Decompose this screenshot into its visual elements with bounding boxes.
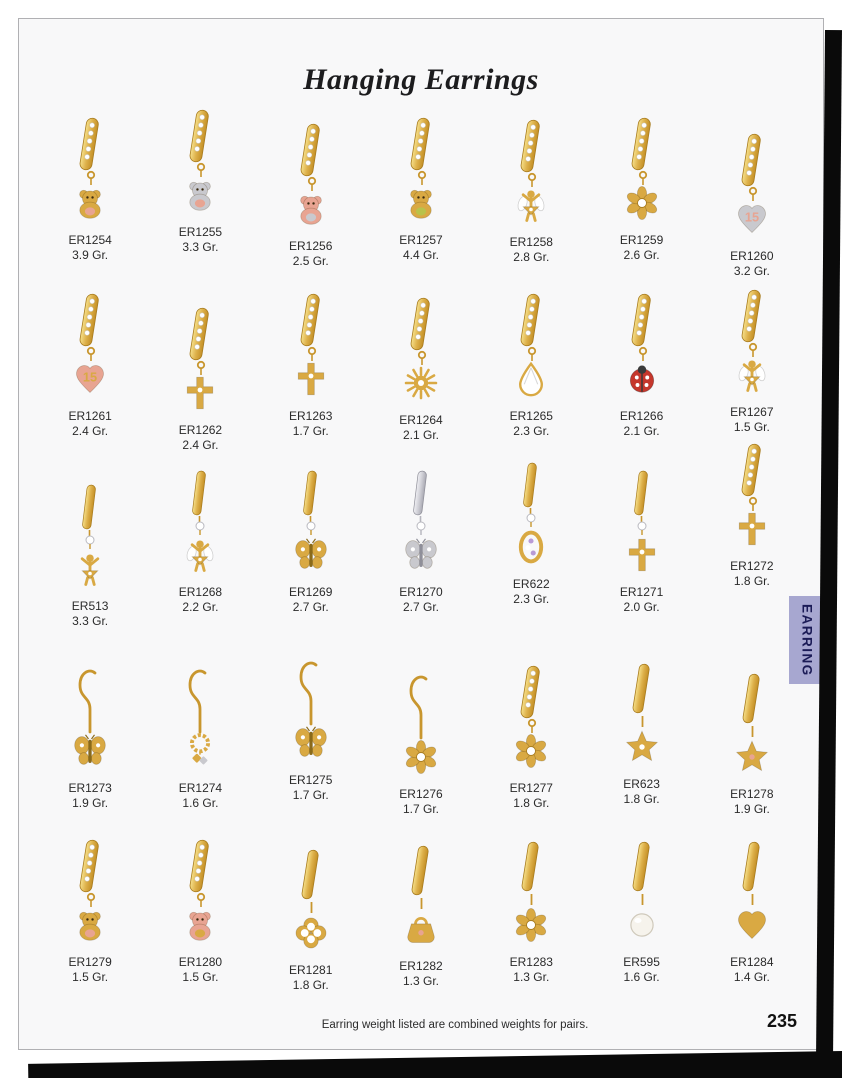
- catalog-item-ER1265: [476, 291, 586, 455]
- teardrop-earring-image: [498, 291, 564, 407]
- item-code: ER1271: [619, 585, 664, 599]
- catalog-row-4: [35, 663, 807, 827]
- item-weight: 1.8 Gr.: [292, 978, 329, 992]
- catalog-item-ER1276: [366, 669, 476, 833]
- catalog-item-ER1264: [366, 295, 476, 459]
- item-code: ER1280: [178, 955, 223, 969]
- item-weight: 3.3 Gr.: [72, 614, 109, 628]
- item-weight: 2.8 Gr.: [513, 250, 550, 264]
- cross-earring-image: [609, 467, 675, 583]
- item-code: ER1283: [509, 955, 553, 969]
- item-code: ER1261: [68, 409, 112, 423]
- side-tab-label: EARRING: [799, 603, 815, 677]
- catalog-item-ER1282: [366, 841, 476, 991]
- catalog-item-ER595: [586, 837, 696, 987]
- ballerina-earring-image: [57, 481, 123, 597]
- catalog-item-ER1269: [256, 467, 366, 649]
- oval-cz-earring-image: [498, 459, 564, 575]
- item-weight: 4.4 Gr.: [402, 248, 439, 262]
- item-code: ER1270: [399, 585, 443, 599]
- catalog-item-ER1279: [35, 837, 145, 987]
- item-code: ER1277: [509, 781, 553, 795]
- catalog-item-ER1277: [476, 663, 586, 827]
- circle-dangle-earring-image: [167, 663, 233, 779]
- item-weight: 1.6 Gr.: [182, 796, 219, 810]
- item-weight: 3.2 Gr.: [733, 264, 770, 278]
- item-weight: 2.1 Gr.: [402, 428, 439, 442]
- item-weight: 1.8 Gr.: [623, 792, 660, 806]
- item-code: ER1282: [399, 959, 443, 973]
- item-code: ER1265: [509, 409, 553, 423]
- catalog-item-ER1263: [256, 291, 366, 455]
- item-weight: 2.1 Gr.: [623, 424, 660, 438]
- item-code: ER1264: [399, 413, 443, 427]
- butterfly-earring-image: [278, 655, 344, 771]
- item-weight: 1.9 Gr.: [733, 802, 770, 816]
- dolphin-earring-image: [278, 121, 344, 237]
- teddy-bear-earring-image: [57, 837, 123, 953]
- pearl-earring-image: [609, 837, 675, 953]
- item-weight: 1.4 Gr.: [733, 970, 770, 984]
- item-code: ER1281: [289, 963, 333, 977]
- purse-earring-image: [388, 841, 454, 957]
- item-code: ER1268: [178, 585, 223, 599]
- item-weight: 1.5 Gr.: [733, 420, 770, 434]
- catalog-item-ER1261: [35, 291, 145, 455]
- flower-earring-image: [498, 663, 564, 779]
- heart-15-earring-image: [57, 291, 123, 407]
- heart-15-earring-image: [719, 131, 785, 247]
- catalog-item-ER1256: [256, 121, 366, 285]
- cross-earring-image: [167, 305, 233, 421]
- item-code: ER1256: [289, 239, 333, 253]
- catalog-item-ER1257: [366, 115, 476, 279]
- item-code: ER1269: [289, 585, 333, 599]
- flower-earring-image: [498, 837, 564, 953]
- flower-earring-image: [609, 115, 675, 231]
- frog-earring-image: [388, 115, 454, 231]
- catalog-item-ER1262: [145, 305, 255, 469]
- catalog-item-ER1260: [697, 131, 807, 295]
- item-weight: 2.4 Gr.: [182, 438, 219, 452]
- item-weight: 2.4 Gr.: [72, 424, 109, 438]
- fairy-earring-image: [167, 467, 233, 583]
- item-weight: 1.3 Gr.: [402, 974, 439, 988]
- item-code: ER1258: [509, 235, 553, 249]
- item-code: ER1267: [730, 405, 774, 419]
- item-code: ER1260: [730, 249, 774, 263]
- item-weight: 1.5 Gr.: [182, 970, 219, 984]
- page-title: Hanging Earrings: [303, 63, 539, 96]
- clover-earring-image: [278, 845, 344, 961]
- item-code: ER623: [623, 777, 660, 791]
- catalog-item-ER1254: [35, 115, 145, 279]
- catalog-item-ER513: [35, 481, 145, 663]
- item-code: ER595: [623, 955, 660, 969]
- item-code: ER1262: [178, 423, 223, 437]
- cross-earring-image: [719, 441, 785, 557]
- butterfly-earring-image: [57, 663, 123, 779]
- item-weight: 2.6 Gr.: [623, 248, 660, 262]
- page-number: 235: [766, 1011, 797, 1031]
- catalog-row-3: [35, 467, 807, 649]
- item-weight: 2.2 Gr.: [182, 600, 219, 614]
- item-weight: 1.8 Gr.: [513, 796, 550, 810]
- star-flower-earring-image: [609, 659, 675, 775]
- item-code: ER1284: [730, 955, 774, 969]
- catalog-item-ER1273: [35, 663, 145, 827]
- catalog-item-ER1270: [366, 467, 476, 649]
- svg-text:15: 15: [744, 209, 759, 225]
- item-weight: 2.5 Gr.: [292, 254, 329, 268]
- item-code: ER1263: [289, 409, 333, 423]
- catalog-grid: [19, 115, 823, 992]
- turtle-earring-image: [57, 115, 123, 231]
- catalog-row-5: [35, 837, 807, 992]
- catalog-row-2: [35, 291, 807, 455]
- item-code: ER1259: [619, 233, 664, 247]
- item-code: ER1272: [730, 559, 774, 573]
- angel-earring-image: [719, 287, 785, 403]
- svg-text:15: 15: [83, 369, 98, 385]
- item-code: ER622: [512, 577, 550, 591]
- item-code: ER1273: [68, 781, 112, 795]
- elephant-earring-image: [167, 107, 233, 223]
- catalog-page: [18, 18, 824, 1050]
- item-weight: 1.7 Gr.: [402, 802, 439, 816]
- catalog-item-ER1278: [697, 669, 807, 833]
- item-weight: 2.7 Gr.: [292, 600, 329, 614]
- catalog-item-ER1274: [145, 663, 255, 827]
- butterfly-earring-image: [278, 467, 344, 583]
- item-weight: 3.9 Gr.: [72, 248, 109, 262]
- item-weight: 2.0 Gr.: [623, 600, 660, 614]
- item-weight: 3.3 Gr.: [182, 240, 219, 254]
- catalog-item-ER1284: [697, 837, 807, 987]
- catalog-item-ER1268: [145, 467, 255, 649]
- catalog-item-ER1275: [256, 655, 366, 819]
- item-code: ER1257: [399, 233, 443, 247]
- star-earring-image: [719, 669, 785, 785]
- item-code: ER513: [71, 599, 109, 613]
- item-code: ER1276: [399, 787, 443, 801]
- butterfly-earring-image: [388, 467, 454, 583]
- item-code: ER1255: [178, 225, 223, 239]
- footer-note: Earring weight listed are combined weights for pairs.: [321, 1019, 589, 1031]
- item-weight: 2.3 Gr.: [513, 592, 550, 606]
- catalog-item-ER1266: [586, 291, 696, 455]
- item-weight: 1.6 Gr.: [623, 970, 660, 984]
- heart-earring-image: [719, 837, 785, 953]
- sunburst-earring-image: [388, 295, 454, 411]
- item-weight: 1.8 Gr.: [733, 574, 770, 588]
- bunny-earring-image: [167, 837, 233, 953]
- item-code: ER1278: [730, 787, 774, 801]
- catalog-item-ER1283: [476, 837, 586, 987]
- catalog-item-ER1267: [697, 287, 807, 451]
- item-code: ER1279: [68, 955, 112, 969]
- ladybug-earring-image: [609, 291, 675, 407]
- lotus-earring-image: [388, 669, 454, 785]
- catalog-row-1: [35, 115, 807, 279]
- cupid-earring-image: [498, 117, 564, 233]
- scan-shadow-bottom: [28, 1051, 842, 1078]
- item-code: ER1274: [178, 781, 223, 795]
- catalog-item-ER1255: [145, 107, 255, 271]
- item-code: ER1266: [619, 409, 664, 423]
- catalog-item-ER1271: [586, 467, 696, 649]
- catalog-item-ER623: [586, 659, 696, 823]
- item-code: ER1254: [68, 233, 112, 247]
- item-weight: 1.7 Gr.: [292, 424, 329, 438]
- catalog-item-ER1258: [476, 117, 586, 281]
- item-weight: 1.3 Gr.: [513, 970, 550, 984]
- item-weight: 1.7 Gr.: [292, 788, 329, 802]
- item-code: ER1275: [289, 773, 333, 787]
- catalog-item-ER622: [476, 459, 586, 641]
- catalog-item-ER1281: [256, 845, 366, 995]
- cross-earring-image: [278, 291, 344, 407]
- catalog-item-ER1280: [145, 837, 255, 987]
- item-weight: 2.3 Gr.: [513, 424, 550, 438]
- item-weight: 2.7 Gr.: [402, 600, 439, 614]
- catalog-item-ER1259: [586, 115, 696, 279]
- item-weight: 1.9 Gr.: [72, 796, 109, 810]
- item-weight: 1.5 Gr.: [72, 970, 109, 984]
